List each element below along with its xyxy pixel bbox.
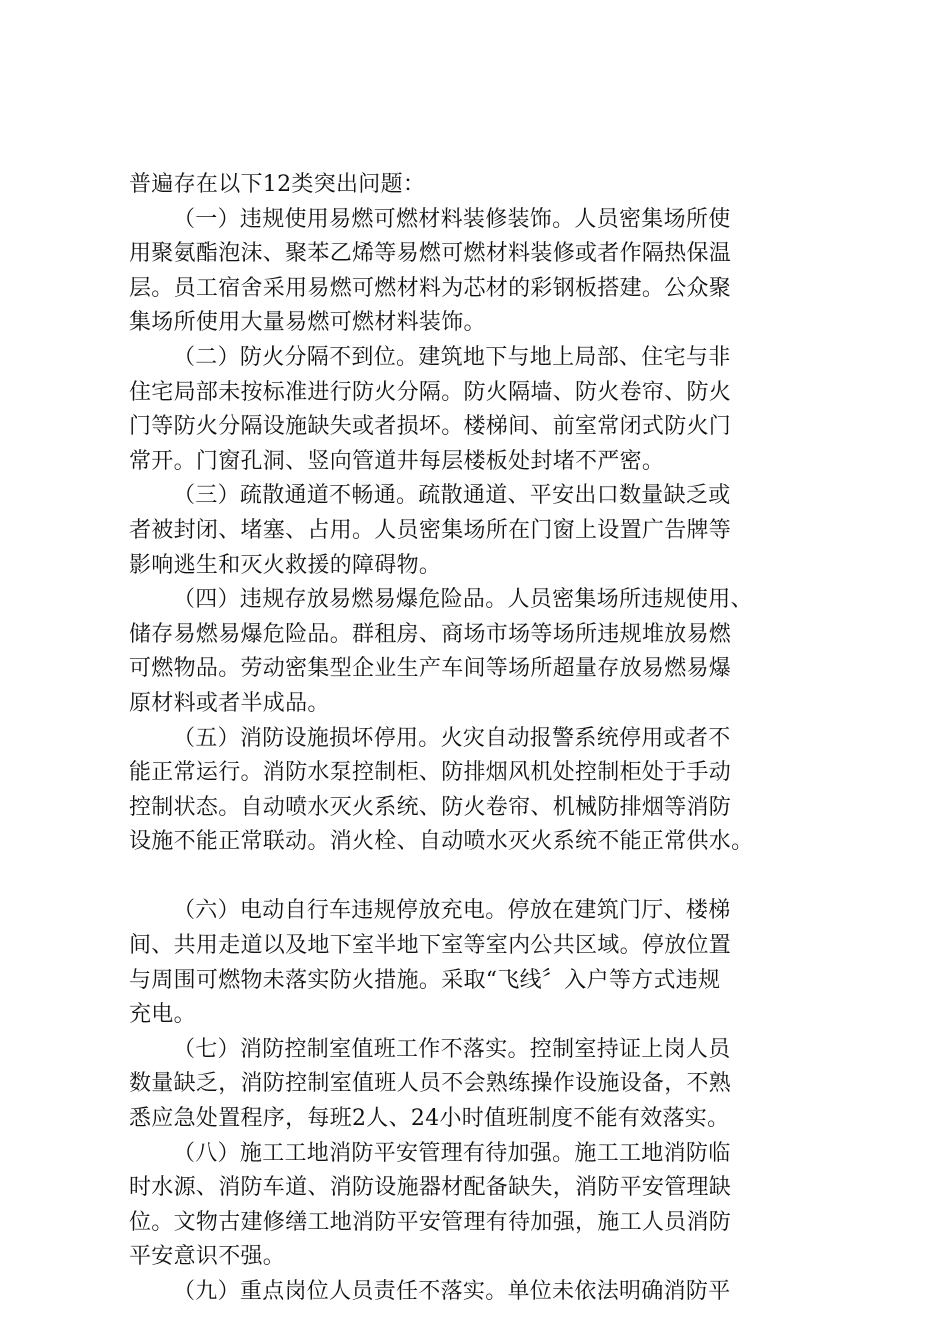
text-line: 控制状态。自动喷水灭火系统、防火卷帘、机械防排烟等消防 — [129, 794, 732, 820]
text-line: 常开。门窗孔洞、竖向管道井每层楼板处封堵不严密。 — [129, 448, 665, 474]
text-line: 可燃物品。劳动密集型企业生产车间等场所超量存放易燃易爆 — [129, 656, 732, 682]
paragraph-4-first-line: （四）违规存放易燃易爆危险品。人员密集场所违规使用、 — [173, 587, 753, 613]
paragraph-7-first-line: （七）消防控制室值班工作不落实。控制室持证上岗人员 — [173, 1036, 731, 1062]
text-line: 用聚氨酯泡沫、聚苯乙烯等易燃可燃材料装修或者作隔热保温 — [129, 241, 732, 267]
text-line: 原材料或者半成品。 — [129, 690, 330, 716]
text-line: 层。员工宿舍采用易燃可燃材料为芯材的彩钢板搭建。公众聚 — [129, 275, 732, 301]
text-line: 位。文物古建修缮工地消防平安管理有待加强，施工人员消防 — [129, 1209, 732, 1235]
paragraph-6-first-line: （六）电动自行车违规停放充电。停放在建筑门厅、楼梯 — [173, 898, 731, 924]
text-line: 普遍存在以下12类突出问题： — [129, 172, 426, 197]
text-line: 数量缺乏，消防控制室值班人员不会熟练操作设施设备，不熟 — [129, 1071, 732, 1097]
text-line: 住宅局部未按标准进行防火分隔。防火隔墙、防火卷帘、防火 — [129, 379, 732, 405]
text-line: 时水源、消防车道、消防设施器材配备缺失，消防平安管理缺 — [129, 1175, 732, 1201]
text-line: 储存易燃易爆危险品。群租房、商场市场等场所违规堆放易燃 — [129, 621, 732, 647]
text-line: 与周围可燃物未落实防火措施。采取“飞线〞入户等方式违规 — [129, 967, 721, 993]
paragraph-3-first-line: （三）疏散通道不畅通。疏散通道、平安出口数量缺乏或 — [173, 483, 731, 509]
paragraph-8-first-line: （八）施工工地消防平安管理有待加强。施工工地消防临 — [173, 1140, 731, 1166]
text-line: 悉应急处置程序，每班2人、24小时值班制度不能有效落实。 — [129, 1106, 730, 1132]
paragraph-1-first-line: （一）违规使用易燃可燃材料装修装饰。人员密集场所使 — [173, 206, 731, 232]
text-line: 充电。 — [129, 1002, 196, 1028]
paragraph-2-first-line: （二）防火分隔不到位。建筑地下与地上局部、住宅与非 — [173, 344, 731, 370]
text-line: 者被封闭、堵塞、占用。人员密集场所在门窗上设置广告牌等 — [129, 517, 732, 543]
document-body — [129, 168, 821, 1310]
text-line: 集场所使用大量易燃可燃材料装饰。 — [129, 310, 486, 336]
paragraph-9-first-line: （九）重点岗位人员责任不落实。单位未依法明确消防平 — [173, 1279, 731, 1304]
text-line: 间、共用走道以及地下室半地下室等室内公共区域。停放位置 — [129, 933, 732, 959]
text-line: 影响逃生和灭火救援的障碍物。 — [129, 552, 442, 578]
text-line: 平安意识不强。 — [129, 1244, 286, 1270]
text-line: 设施不能正常联动。消火栓、自动喷水灭火系统不能正常供水。 — [129, 829, 754, 855]
paragraph-gap — [129, 860, 821, 895]
text-line: 能正常运行。消防水泵控制柜、防排烟风机处控制柜处于手动 — [129, 760, 732, 786]
paragraph-5-first-line: （五）消防设施损坏停用。火灾自动报警系统停用或者不 — [173, 725, 731, 751]
text-line: 门等防火分隔设施缺失或者损坏。楼梯间、前室常闭式防火门 — [129, 414, 732, 440]
